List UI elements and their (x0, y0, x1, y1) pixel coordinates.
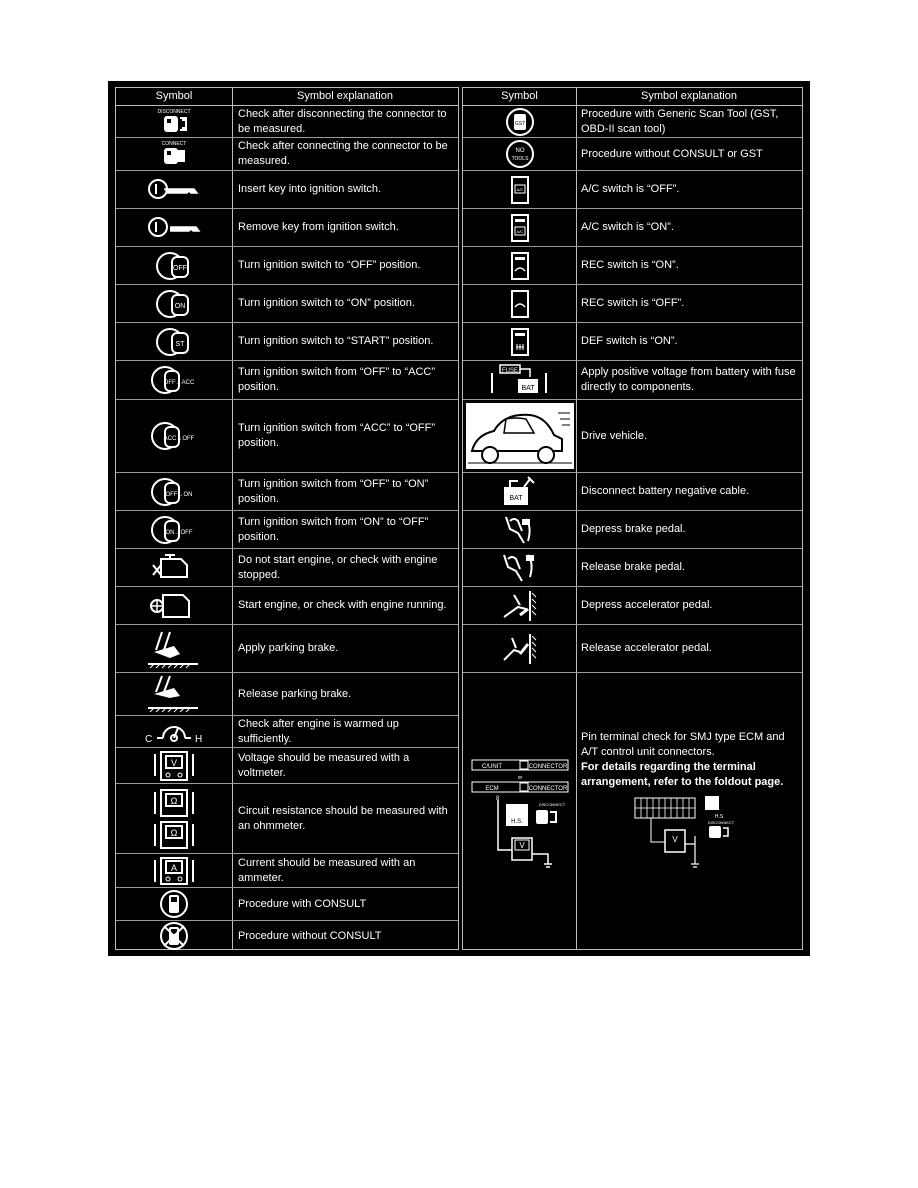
left-symbol-heading: Symbol (155, 90, 193, 102)
symbol-row: GST Procedure with Generic Scan Tool (GST, OBD-II scan tool) (463, 106, 802, 138)
symbol-row: REC switch is “ON”. (463, 247, 802, 285)
symbol-row: DEF switch is “ON”. (463, 323, 802, 361)
symbol-row: A Current should be measured with an ammeter. (116, 854, 458, 888)
ignition-start-icon (116, 323, 232, 360)
def-switch-on-icon (463, 323, 576, 360)
symbol-row: Procedure with CONSULT (116, 888, 458, 921)
svg-text:FUSE: FUSE (501, 368, 518, 374)
symbol-row: OFF→ON Turn ignition switch from “OFF” to “ON” position. (116, 473, 458, 511)
symbol-row: Start engine, or check with engine running. (116, 587, 458, 625)
svg-text:H.S.: H.S. (510, 818, 523, 825)
voltmeter-icon (116, 748, 232, 783)
symbol-row: A/C A/C switch is “ON”. (463, 209, 802, 247)
symbol-row: ST Turn ignition switch to “START” position. (116, 323, 458, 361)
svg-text:NO: NO (515, 148, 524, 154)
drive-vehicle-icon (463, 400, 576, 472)
svg-text:ON: ON (174, 302, 186, 310)
svg-text:A/C: A/C (516, 186, 523, 192)
svg-text:OFF→ON: OFF→ON (165, 491, 193, 498)
svg-text:DISCONNECT: DISCONNECT (157, 108, 191, 115)
svg-text:BAT: BAT (508, 494, 523, 502)
pin-check-text: Pin terminal check for SMJ type ECM and A/T control unit connectors. For details regarding the terminal arrangement, refer to the foldout page. H.S DISCONNECT V (581, 660, 796, 949)
generic-scan-tool-icon (463, 106, 576, 137)
ohmmeter-icon (116, 784, 232, 853)
symbol-row: C H Check after engine is warmed up sufficiently. (116, 716, 458, 748)
svg-text:V: V (671, 834, 678, 844)
depress-accelerator-icon (463, 587, 576, 624)
ignition-off-icon (116, 247, 232, 284)
svg-text:OFF: OFF (173, 264, 187, 272)
symbol-row: Insert key into ignition switch. (116, 171, 458, 209)
left-header (116, 88, 458, 106)
svg-text:CONNECTOR: CONNECTOR (528, 785, 567, 792)
symbol-row: Drive vehicle. (463, 400, 802, 473)
svg-text:OFF→ACC: OFF→ACC (163, 380, 195, 386)
ignition-on-to-off-icon (116, 511, 232, 548)
svg-text:ON→OFF: ON→OFF (165, 529, 193, 536)
symbol-row: REC switch is “OFF”. (463, 285, 802, 323)
remove-key-icon (116, 209, 232, 246)
symbol-row: A/C A/C switch is “OFF”. (463, 171, 802, 209)
svg-text:ST: ST (175, 340, 185, 348)
symbol-row: Depress brake pedal. (463, 511, 802, 549)
ac-switch-off-icon (463, 171, 576, 208)
ignition-off-to-on-icon (116, 473, 232, 510)
symbol-row: OFF→ACC Turn ignition switch from “OFF” to “ACC” position. (116, 361, 458, 400)
symbol-row: CONNECT Check after connecting the connector to be measured. (116, 138, 458, 171)
svg-text:CONNECT: CONNECT (161, 141, 187, 147)
svg-text:H: H (195, 733, 203, 745)
engine-running-icon (116, 587, 232, 624)
symbol-row: BAT Disconnect battery negative cable. (463, 473, 802, 511)
symbol-row: Remove key from ignition switch. (116, 209, 458, 247)
fuse-battery-icon (463, 361, 576, 399)
symbol-row: DISCONNECT Check after disconnecting the connector to be measured. (116, 106, 458, 138)
pin-terminal-check-cell (463, 660, 802, 949)
svg-text:H.S: H.S (714, 813, 723, 820)
symbol-row: Depress accelerator pedal. (463, 587, 802, 625)
battery-disconnect-icon (463, 473, 576, 510)
connect-connector-icon (116, 138, 232, 170)
svg-text:ACC→OFF: ACC→OFF (163, 436, 195, 442)
symbol-row: Release parking brake. (116, 673, 458, 716)
symbol-row: ON→OFF Turn ignition switch from “ON” to “OFF” position. (116, 511, 458, 549)
engine-stopped-icon (116, 549, 232, 586)
right-explanation-heading: Symbol explanation (640, 90, 737, 102)
svg-text:DISCONNECT: DISCONNECT (538, 801, 565, 807)
svg-text:V: V (170, 757, 178, 768)
svg-text:BAT: BAT (520, 385, 535, 392)
symbol-row: Do not start engine, or check with engine stopped. (116, 549, 458, 587)
svg-text:Ω: Ω (170, 827, 178, 838)
pin-check-diagram (463, 660, 576, 949)
no-consult-icon (116, 921, 232, 951)
svg-text:C: C (145, 733, 153, 745)
symbol-row: OFF Turn ignition switch to “OFF” position. (116, 247, 458, 285)
ammeter-icon (116, 854, 232, 887)
svg-text:V: V (518, 840, 525, 850)
apply-parking-brake-icon (116, 625, 232, 672)
svg-text:A/C: A/C (516, 228, 523, 234)
symbol-row: ACC→OFF Turn ignition switch from “ACC” to “OFF” position. (116, 400, 458, 473)
svg-text:or: or (517, 774, 522, 781)
right-header (463, 88, 802, 106)
svg-text:CONNECTOR: CONNECTOR (528, 763, 567, 770)
symbol-row: Apply parking brake. (116, 625, 458, 673)
left-explanation-heading: Symbol explanation (296, 90, 393, 102)
no-tools-icon (463, 138, 576, 170)
symbol-row: V Voltage should be measured with a voltmeter. (116, 748, 458, 784)
svg-text:A: A (170, 862, 178, 873)
left-panel (115, 87, 459, 950)
svg-text:GST: GST (514, 120, 525, 127)
release-parking-brake-icon (116, 673, 232, 715)
symbol-row: Ω Ω Circuit resistance should be measured with an ohmmeter. (116, 784, 458, 854)
right-symbol-heading: Symbol (501, 90, 538, 102)
symbol-row: Release brake pedal. (463, 549, 802, 587)
right-panel (462, 87, 803, 950)
symbol-row: NO TOOLS Procedure without CONSULT or GST (463, 138, 802, 171)
temperature-gauge-icon (116, 716, 232, 747)
svg-text:C/UNIT: C/UNIT (481, 763, 502, 770)
ignition-on-icon (116, 285, 232, 322)
symbol-row: ON Turn ignition switch to “ON” position. (116, 285, 458, 323)
ac-switch-on-icon (463, 209, 576, 246)
rec-switch-on-icon (463, 247, 576, 284)
depress-brake-icon (463, 511, 576, 548)
insert-key-icon (116, 171, 232, 208)
symbol-row: Release accelerator pedal. (463, 625, 802, 673)
disconnect-connector-icon (116, 106, 232, 137)
terminal-arrangement-diagram (581, 794, 796, 880)
symbol-table (108, 81, 810, 956)
ignition-acc-to-off-icon (116, 400, 232, 472)
svg-text:DISCONNECT: DISCONNECT (707, 819, 734, 825)
consult-icon (116, 888, 232, 920)
svg-text:8: 8 (495, 795, 499, 802)
svg-text:ECM: ECM (484, 785, 499, 792)
svg-text:Ω: Ω (170, 795, 178, 806)
symbol-row: FUSE BAT Apply positive voltage from battery with fuse directly to components. (463, 361, 802, 400)
svg-text:TOOLS: TOOLS (511, 156, 528, 162)
symbol-row: Procedure without CONSULT (116, 921, 458, 951)
rec-switch-off-icon (463, 285, 576, 322)
ignition-off-to-acc-icon (116, 361, 232, 399)
release-brake-icon (463, 549, 576, 586)
